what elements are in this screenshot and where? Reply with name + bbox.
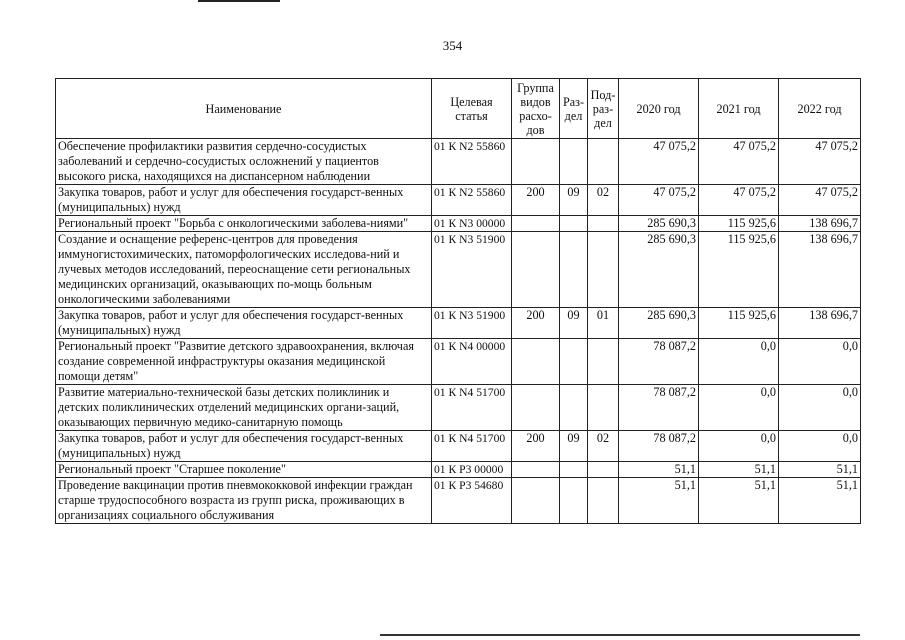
cell-section — [560, 232, 588, 308]
cell-2020: 51,1 — [619, 478, 699, 524]
cell-subsection: 02 — [588, 185, 619, 216]
cell-2022: 0,0 — [779, 431, 861, 462]
table-row — [56, 308, 861, 339]
cell-section: 09 — [560, 185, 588, 216]
table-row — [56, 339, 861, 385]
header-section: Раз-дел — [560, 79, 588, 139]
cell-subsection — [588, 232, 619, 308]
header-name: Наименование — [56, 79, 432, 139]
cell-name: Обеспечение профилактики развития сердечно-сосудистых заболеваний и сердечно-сосудистых осложнений у пациентов высокого риска, находящихся на диспансерном наблюдении — [56, 139, 432, 185]
cell-subsection — [588, 462, 619, 478]
cell-group — [512, 139, 560, 185]
budget-table — [55, 78, 861, 524]
cell-name: Региональный проект "Борьба с онкологическими заболева-ниями" — [56, 216, 432, 232]
cell-2022: 47 075,2 — [779, 139, 861, 185]
cell-2021: 47 075,2 — [699, 185, 779, 216]
cell-2021: 47 075,2 — [699, 139, 779, 185]
cell-name: Развитие материально-технической базы детских поликлиник и детских поликлинических отделений медицинских органи-заций, оказывающих первичную медико-санитарную помощь — [56, 385, 432, 431]
cell-name: Закупка товаров, работ и услуг для обеспечения государст-венных (муниципальных) нужд — [56, 431, 432, 462]
cell-group — [512, 216, 560, 232]
cell-subsection: 02 — [588, 431, 619, 462]
cell-group — [512, 385, 560, 431]
cell-subsection — [588, 339, 619, 385]
table-row — [56, 139, 861, 185]
cell-2021: 0,0 — [699, 385, 779, 431]
cell-target: 01 К N4 51700 — [432, 385, 512, 431]
cell-section — [560, 339, 588, 385]
cell-2022: 51,1 — [779, 478, 861, 524]
cell-name: Закупка товаров, работ и услуг для обеспечения государст-венных (муниципальных) нужд — [56, 185, 432, 216]
cell-2020: 285 690,3 — [619, 308, 699, 339]
cell-2022: 51,1 — [779, 462, 861, 478]
cell-2021: 51,1 — [699, 478, 779, 524]
cell-2020: 78 087,2 — [619, 339, 699, 385]
table-row — [56, 216, 861, 232]
cell-2022: 138 696,7 — [779, 216, 861, 232]
cell-target: 01 К N2 55860 — [432, 185, 512, 216]
cell-name: Создание и оснащение референс-центров для проведения иммуногистохимических, патоморфологических исследова-ний и лучевых методов исследований, переоснащение сети региональных медицинских организаций, оказывающих по-мощь больным онкологическими заболеваниями — [56, 232, 432, 308]
cell-subsection — [588, 385, 619, 431]
cell-group — [512, 339, 560, 385]
cell-name: Региональный проект "Развитие детского здравоохранения, включая создание современной инфраструктуры оказания медицинской помощи детям" — [56, 339, 432, 385]
cell-target: 01 К N4 51700 — [432, 431, 512, 462]
cell-group: 200 — [512, 431, 560, 462]
cell-subsection: 01 — [588, 308, 619, 339]
table-row — [56, 385, 861, 431]
table-row — [56, 478, 861, 524]
table-header-row — [56, 79, 861, 139]
cell-target: 01 К P3 00000 — [432, 462, 512, 478]
cell-name: Проведение вакцинации против пневмококковой инфекции граждан старше трудоспособного возраста из групп риска, проживающих в организациях социального обслуживания — [56, 478, 432, 524]
table-row — [56, 462, 861, 478]
cell-section — [560, 385, 588, 431]
cell-subsection — [588, 216, 619, 232]
cell-target: 01 К N4 00000 — [432, 339, 512, 385]
cell-section — [560, 139, 588, 185]
cell-group — [512, 232, 560, 308]
header-subsection: Под-раз-дел — [588, 79, 619, 139]
cell-subsection — [588, 139, 619, 185]
cell-section — [560, 478, 588, 524]
cell-2020: 78 087,2 — [619, 431, 699, 462]
table-row — [56, 431, 861, 462]
cell-2020: 47 075,2 — [619, 139, 699, 185]
cell-subsection — [588, 478, 619, 524]
cell-2022: 0,0 — [779, 385, 861, 431]
cell-2021: 115 925,6 — [699, 308, 779, 339]
cell-target: 01 К N3 51900 — [432, 308, 512, 339]
cell-2021: 115 925,6 — [699, 216, 779, 232]
table-row — [56, 232, 861, 308]
cell-2021: 0,0 — [699, 431, 779, 462]
cell-section — [560, 216, 588, 232]
cell-2020: 285 690,3 — [619, 232, 699, 308]
cell-group: 200 — [512, 185, 560, 216]
cell-2021: 51,1 — [699, 462, 779, 478]
cell-2022: 138 696,7 — [779, 308, 861, 339]
scan-artifact-line — [198, 0, 280, 2]
cell-2020: 78 087,2 — [619, 385, 699, 431]
cell-target: 01 К N3 00000 — [432, 216, 512, 232]
cell-section — [560, 462, 588, 478]
cell-2022: 0,0 — [779, 339, 861, 385]
bottom-rule — [380, 634, 860, 636]
cell-2021: 115 925,6 — [699, 232, 779, 308]
cell-2022: 47 075,2 — [779, 185, 861, 216]
cell-section: 09 — [560, 431, 588, 462]
header-group: Группа видов расхо-дов — [512, 79, 560, 139]
cell-2020: 51,1 — [619, 462, 699, 478]
cell-target: 01 К N2 55860 — [432, 139, 512, 185]
header-2022: 2022 год — [779, 79, 861, 139]
cell-2020: 285 690,3 — [619, 216, 699, 232]
cell-group — [512, 478, 560, 524]
cell-target: 01 К N3 51900 — [432, 232, 512, 308]
header-2021: 2021 год — [699, 79, 779, 139]
cell-2021: 0,0 — [699, 339, 779, 385]
cell-name: Закупка товаров, работ и услуг для обеспечения государст-венных (муниципальных) нужд — [56, 308, 432, 339]
cell-2020: 47 075,2 — [619, 185, 699, 216]
cell-section: 09 — [560, 308, 588, 339]
page-number: 354 — [442, 38, 463, 53]
cell-group — [512, 462, 560, 478]
cell-target: 01 К P3 54680 — [432, 478, 512, 524]
cell-group: 200 — [512, 308, 560, 339]
header-target: Целевая статья — [432, 79, 512, 139]
header-2020: 2020 год — [619, 79, 699, 139]
table-row — [56, 185, 861, 216]
cell-2022: 138 696,7 — [779, 232, 861, 308]
cell-name: Региональный проект "Старшее поколение" — [56, 462, 432, 478]
